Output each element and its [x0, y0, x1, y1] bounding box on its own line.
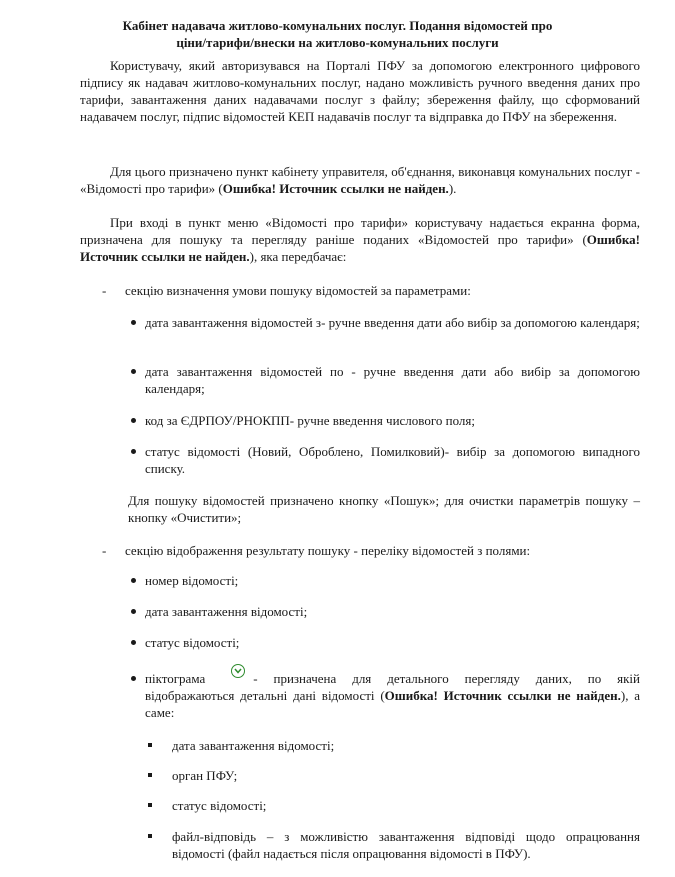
paragraph-screen-form-end: ), яка передбачає:	[249, 249, 347, 264]
chevron-down-icon	[234, 668, 242, 674]
bullet-icon	[131, 640, 136, 645]
square-bullet-icon	[148, 743, 152, 747]
title-line-1: Кабінет надавача житлово-комунальних послуг. Подання відомостей про	[122, 18, 553, 33]
document-title	[60, 17, 615, 51]
list-item-text: статус відомості (Новий, Оброблено, Помилковий)- вибір за допомогою випадного списку.	[145, 444, 640, 476]
pictogram-description-end: ), а саме:	[145, 688, 640, 720]
broken-reference-3: Ошибка! Источник ссылки не найден.	[384, 688, 621, 703]
paragraph-menu-item-text: Для цього призначено пункт кабінету управителя, об'єднання, виконавця комунальних послуг - «Відомості про тарифи» (	[80, 164, 640, 196]
bullet-icon	[131, 369, 136, 374]
list-item-text: код за ЄДРПОУ/РНОКПП- ручне введення числового поля;	[145, 413, 475, 428]
square-bullet-icon	[148, 803, 152, 807]
detail-item-text: файл-відповідь – з можливістю завантаження відповіді щодо опрацювання відомості (файл надається після опрацювання відомості в ПФУ).	[172, 829, 640, 861]
section-search-results-text: секцію відображення результату пошуку - переліку відомостей з полями:	[125, 543, 531, 558]
title-line-2: ціни/тарифи/внески на житлово-комунальних послуги	[176, 35, 499, 50]
paragraph-intro: Користувачу, який авторизувався на Порталі ПФУ за допомогою електронного цифрового підпису як надавач житлово-комунальних послуг, надано можливість ручного введення даних про тарифи, завантаження даних надавачами послуг з файлу; збереження файлу, що сформований надавачем послуг, підпис відомостей КЕП надавачів послуг та відправка до ПФУ на збереження.	[80, 58, 640, 124]
paragraph-menu-item-end: ).	[448, 181, 457, 196]
section-search-conditions-text: секцію визначення умови пошуку відомостей за параметрами:	[125, 283, 471, 298]
chevron-down-circle-icon	[231, 664, 245, 678]
bullet-icon	[131, 578, 136, 583]
bullet-icon	[131, 676, 136, 681]
detail-item-text: орган ПФУ;	[172, 768, 238, 783]
list-item-text: статус відомості;	[145, 635, 240, 650]
broken-reference-2: Ошибка! Источник ссылки не найден.	[80, 232, 640, 264]
paragraph-menu-item	[80, 163, 640, 197]
paragraph-screen-form	[80, 214, 640, 265]
detail-item-text: статус відомості;	[172, 798, 267, 813]
list-item-text: номер відомості;	[145, 573, 239, 588]
list-item-text: дата завантаження відомостей з- ручне введення дати або вибір за допомогою календаря;	[145, 315, 640, 330]
search-buttons-note: Для пошуку відомостей призначено кнопку «Пошук»; для очистки параметрів пошуку – кнопку «Очистити»;	[128, 493, 640, 525]
bullet-icon	[131, 609, 136, 614]
bullet-icon	[131, 418, 136, 423]
bullet-icon	[131, 449, 136, 454]
dash-marker: -	[102, 543, 107, 558]
square-bullet-icon	[148, 773, 152, 777]
list-item-text: дата завантаження відомості;	[145, 604, 308, 619]
pictogram-word: піктограма	[145, 671, 206, 686]
bullet-icon	[131, 320, 136, 325]
list-item-text: дата завантаження відомостей по - ручне введення дати або вибір за допомогою календаря;	[145, 364, 640, 396]
pictogram-description: - призначена для детального перегляду даних, по якій відображаються детальні дані відомості (	[145, 671, 640, 703]
detail-item-text: дата завантаження відомості;	[172, 738, 335, 753]
dash-marker: -	[102, 283, 107, 298]
square-bullet-icon	[148, 834, 152, 838]
paragraph-screen-form-text: При вході в пункт меню «Відомості про тарифи» користувачу надається екранна форма, призначена для пошуку та перегляду раніше поданих «Відомостей про тарифи» (	[80, 215, 640, 247]
broken-reference-1: Ошибка! Источник ссылки не найден.	[222, 181, 449, 196]
list-item-pictogram-text	[145, 670, 640, 721]
